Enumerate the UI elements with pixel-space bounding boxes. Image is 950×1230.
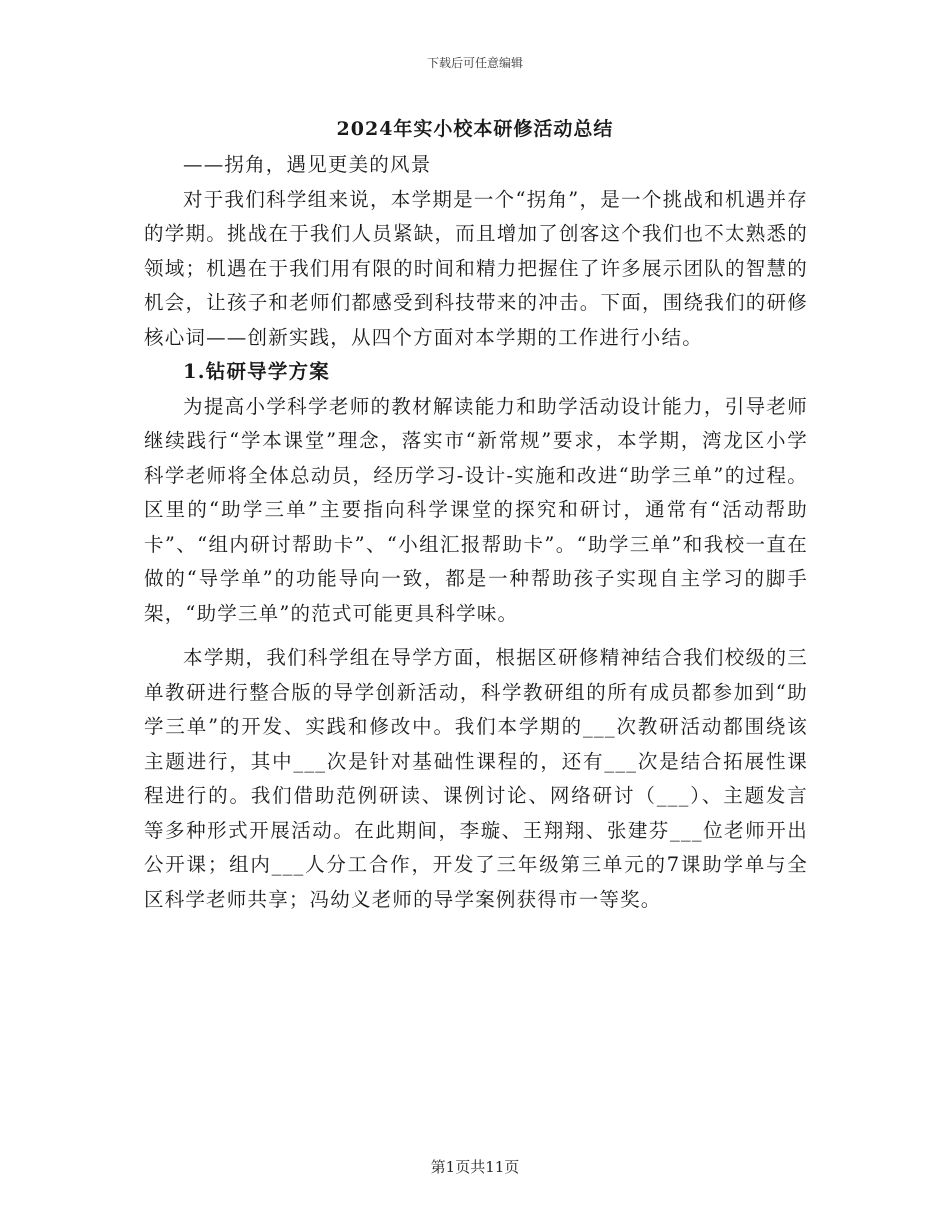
header-note: 下载后可任意编辑 (426, 56, 523, 70)
intro-paragraph: 对于我们科学组来说，本学期是一个“拐角”，是一个挑战和机遇并存的学期。挑战在于我们人员紧缺，而且增加了创客这个我们也不太熟悉的领域；机遇在于我们用有限的时间和精力把握住了许多展示团队的智慧的机会，让孩子和老师们都感受到科技带来的冲击。下面，围绕我们的研修核心词——创新实践，从四个方面对本学期的工作进行小结。 (144, 187, 808, 349)
page-number: 第1页共11页 (430, 1158, 520, 1176)
section-paragraph-2: 本学期，我们科学组在导学方面，根据区研修精神结合我们校级的三单教研进行整合版的导学创新活动，科学教研组的所有成员都参加到“助学三单”的开发、实践和修改中。我们本学期的___次教研活动都围绕该主题进行，其中___次是针对基础性课程的，还有___次是结合拓展性课程进行的。我们借助范例研读、课例讨论、网络研讨（___）、主题发言等多种形式开展活动。在此期间，李璇、王翔翔、张建芬___位老师开出公开课；组内___人分工合作，开发了三年级第三单元的7课助学单与全区科学老师共享；冯幼义老师的导学案例获得市一等奖。 (144, 646, 808, 911)
section-paragraph-1: 为提高小学科学老师的教材解读能力和助学活动设计能力，引导老师继续践行“学本课堂”理念，落实市“新常规”要求，本学期，湾龙区小学科学老师将全体总动员，经历学习-设计-实施和改进“助学三单”的过程。区里的“助学三单”主要指向科学课堂的探究和研讨，通常有“活动帮助卡”、“组内研讨帮助卡”、“小组汇报帮助卡”。“助学三单”和我校一直在做的“导学单”的功能导向一致，都是一种帮助孩子实现自主学习的脚手架，“助学三单”的范式可能更具科学味。 (144, 394, 808, 625)
section-heading: 1.钻研导学方案 (183, 360, 330, 383)
document-title: 2024年实小校本研修活动总结 (336, 118, 614, 140)
document-subtitle: ——拐角，遇见更美的风景 (183, 153, 432, 176)
document-body (144, 148, 808, 917)
